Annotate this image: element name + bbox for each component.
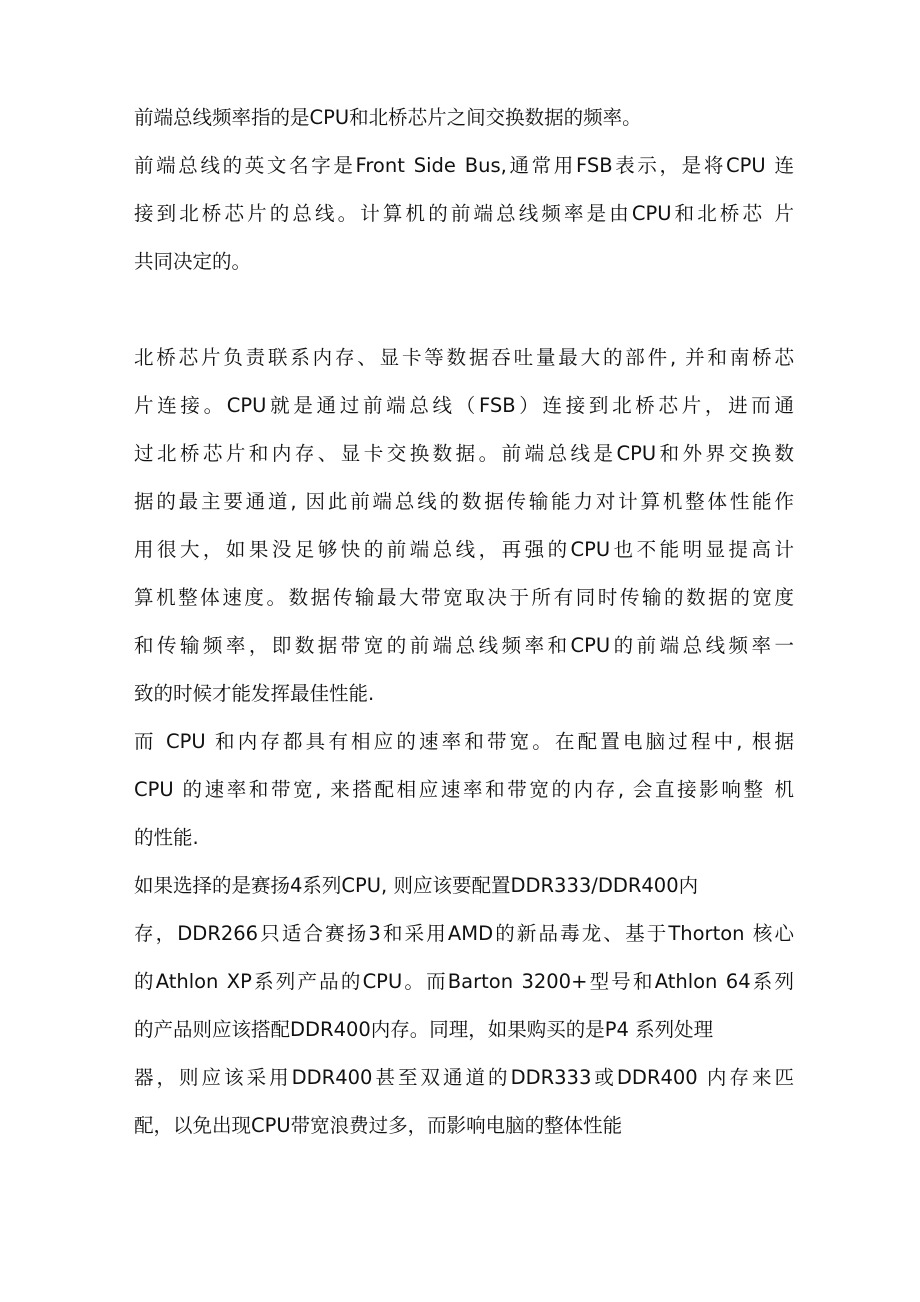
text-line: 和传输频率，即数据带宽的前端总线频率和CPU的前端总线频率一: [134, 634, 794, 657]
text-line: 存，DDR266只适合赛扬3和采用AMD的新品毒龙、基于Thorton 核心: [134, 922, 794, 945]
text-line: 配，以免出现CPU带宽浪费过多，而影响电脑的整体性能: [134, 1114, 623, 1137]
text-line: 如果选择的是赛扬4系列CPU, 则应该要配置DDR333/DDR400内: [134, 874, 699, 897]
text-line: 接到北桥芯片的总线。计算机的前端总线频率是由CPU和北桥芯 片: [134, 202, 794, 225]
text-line: 片连接。CPU就是通过前端总线（FSB）连接到北桥芯片，进而通: [134, 394, 794, 417]
text-line: 算机整体速度。数据传输最大带宽取决于所有同时传输的数据的宽度: [134, 586, 794, 609]
text-line: 的Athlon XP系列产品的CPU。而Barton 3200+型号和Athlon 64系列: [134, 970, 794, 993]
text-line: 的性能.: [134, 826, 199, 849]
text-line: 前端总线频率指的是CPU和北桥芯片之间交换数据的频率。: [134, 106, 642, 129]
text-line: 致的时候才能发挥最佳性能.: [134, 682, 375, 705]
paragraph-fsb-definition: [134, 94, 794, 286]
text-line: 器，则应该采用DDR400甚至双通道的DDR333或DDR400 内存来匹: [134, 1066, 794, 1089]
text-line: 共同决定的。: [134, 250, 252, 273]
text-line: 前端总线的英文名字是Front Side Bus,通常用FSB表示，是将CPU 连: [134, 154, 794, 177]
text-line: 据的最主要通道, 因此前端总线的数据传输能力对计算机整体性能作: [134, 490, 794, 513]
text-line: 过北桥芯片和内存、显卡交换数据。前端总线是CPU和外界交换数: [134, 442, 794, 465]
text-line: 而 CPU 和内存都具有相应的速率和带宽。在配置电脑过程中, 根据: [134, 730, 794, 753]
paragraph-northbridge-and-memory: [134, 334, 794, 1150]
text-line: 的产品则应该搭配DDR400内存。同理，如果购买的是P4 系列处理: [134, 1018, 714, 1041]
text-line: 用很大，如果没足够快的前端总线，再强的CPU也不能明显提高计: [134, 538, 794, 561]
text-line: CPU 的速率和带宽, 来搭配相应速率和带宽的内存, 会直接影响整 机: [134, 778, 794, 801]
text-line: 北桥芯片负责联系内存、显卡等数据吞吐量最大的部件, 并和南桥芯: [134, 346, 794, 369]
